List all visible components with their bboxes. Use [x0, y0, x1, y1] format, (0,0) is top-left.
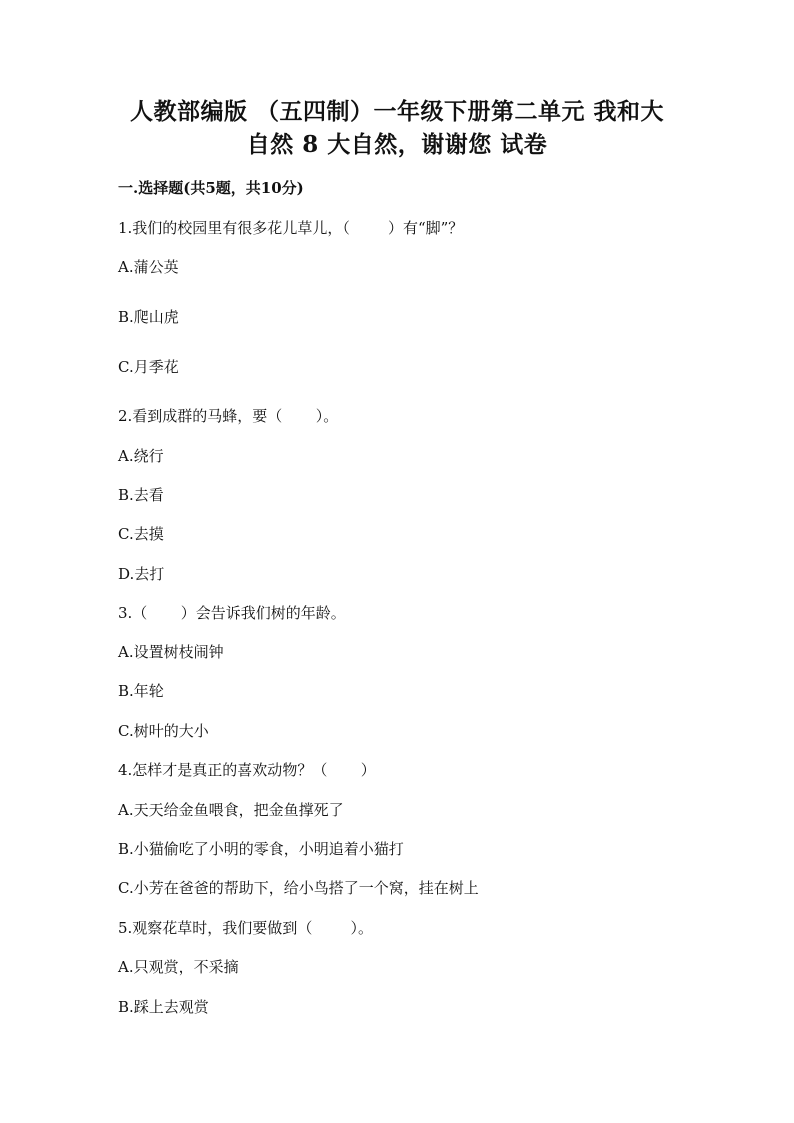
question-3-option-c: C.树叶的大小 — [118, 722, 209, 740]
question-3-option-b: B.年轮 — [118, 682, 164, 700]
question-5-option-a: A.只观赏，不采摘 — [118, 958, 239, 976]
question-1-option-b: B.爬山虎 — [118, 308, 179, 326]
question-4-option-a: A.天天给金鱼喂食，把金鱼撑死了 — [118, 801, 344, 819]
question-4-stem: 4.怎样才是真正的喜欢动物？（ ） — [118, 761, 376, 779]
question-2-option-c: C.去摸 — [118, 525, 164, 543]
section-heading: 一.选择题(共5题，共10分) — [118, 179, 304, 197]
question-1-option-c: C.月季花 — [118, 358, 179, 376]
question-2-option-a: A.绕行 — [118, 447, 164, 465]
question-1-option-a: A.蒲公英 — [118, 258, 179, 276]
question-2-stem: 2.看到成群的马蜂，要（ ）。 — [118, 407, 339, 425]
question-4-option-b: B.小猫偷吃了小明的零食，小明追着小猫打 — [118, 840, 404, 858]
title-line-1: 人教部编版 （五四制）一年级下册第二单元 我和大 — [129, 98, 664, 125]
question-3-option-a: A.设置树枝闹钟 — [118, 643, 224, 661]
question-4-option-c: C.小芳在爸爸的帮助下，给小鸟搭了一个窝，挂在树上 — [118, 879, 479, 897]
question-2-option-b: B.去看 — [118, 486, 164, 504]
question-1-stem: 1.我们的校园里有很多花儿草儿，（ ）有“脚”？ — [118, 219, 464, 237]
question-3-stem: 3.（ ）会告诉我们树的年龄。 — [118, 604, 346, 622]
title-line-2: 自然 8 大自然，谢谢您 试卷 — [246, 131, 548, 158]
question-5-stem: 5.观察花草时，我们要做到（ ）。 — [118, 919, 373, 937]
question-5-option-b: B.踩上去观赏 — [118, 998, 209, 1016]
question-2-option-d: D.去打 — [118, 565, 165, 583]
